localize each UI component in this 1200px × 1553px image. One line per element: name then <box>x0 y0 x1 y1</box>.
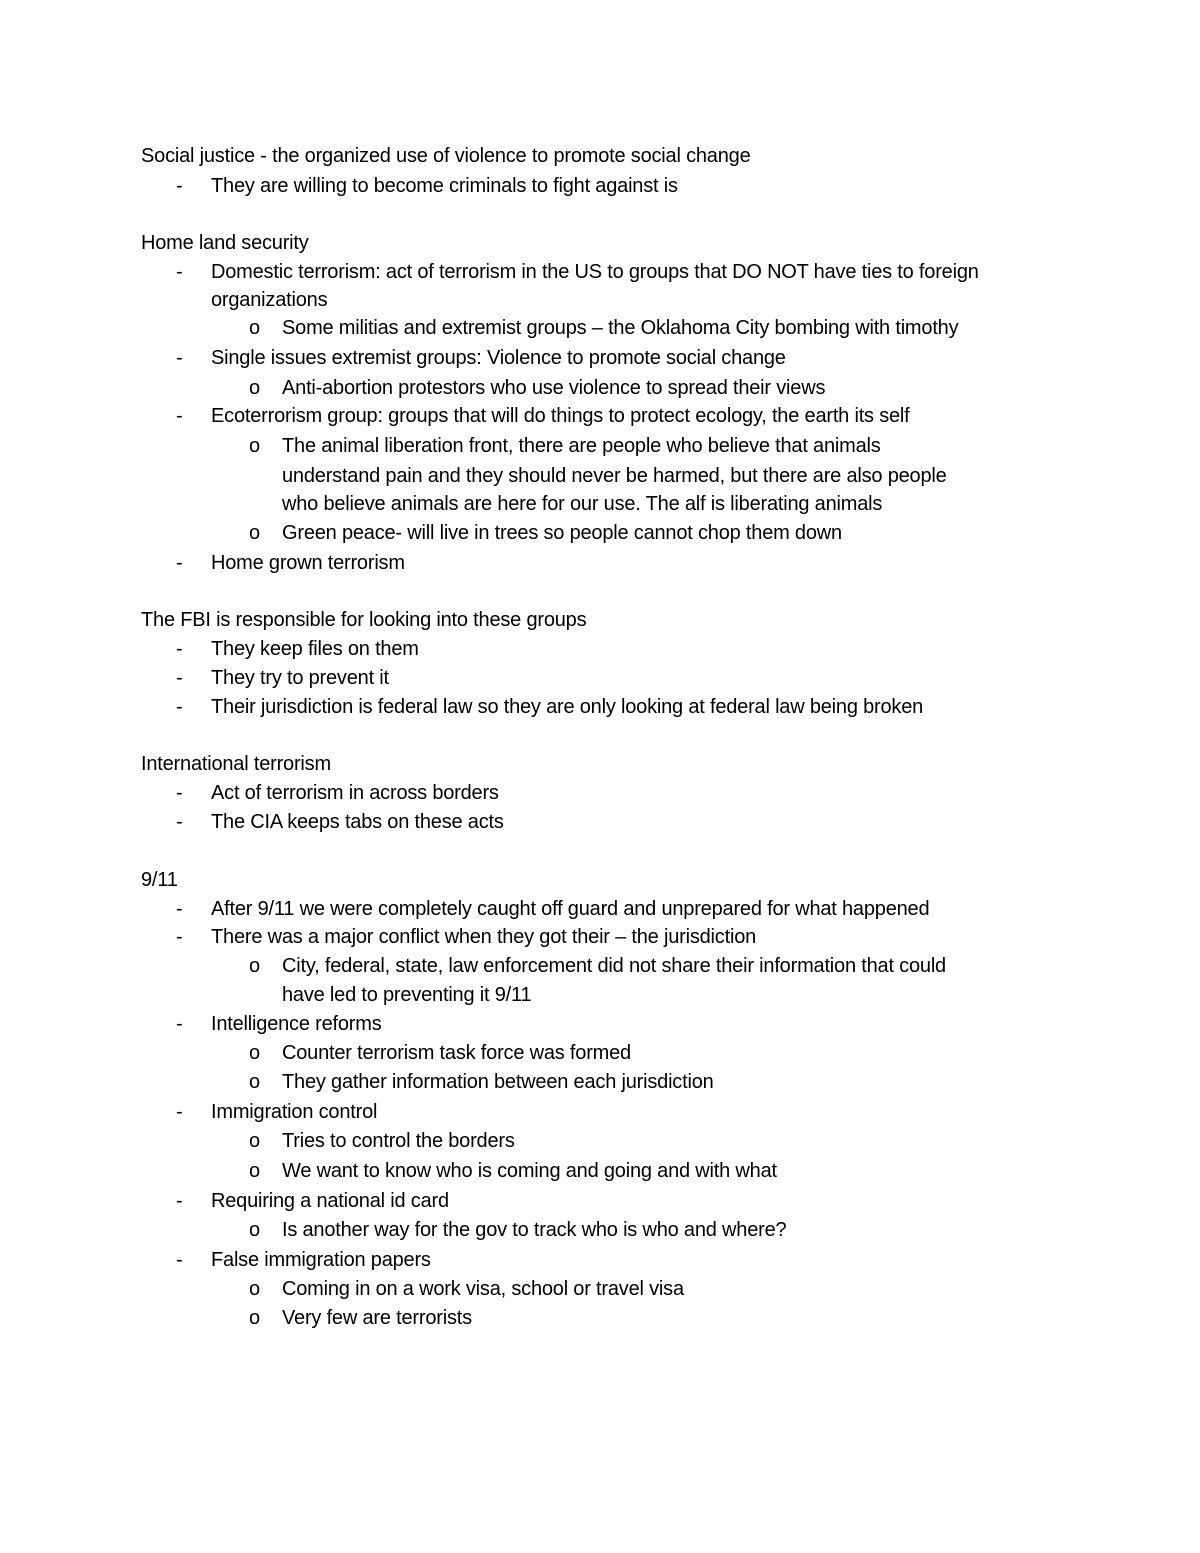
circle-bullet: o <box>249 377 261 399</box>
bullet-item: Act of terrorism in across borders <box>211 782 499 804</box>
sub-bullet-item: Green peace- will live in trees so people cannot chop them down <box>282 522 842 544</box>
bullet-item: After 9/11 we were completely caught off guard and unprepared for what happened <box>211 898 930 920</box>
bullet-item: Single issues extremist groups: Violence to promote social change <box>211 347 786 369</box>
circle-bullet: o <box>249 317 261 339</box>
bullet-item: Home grown terrorism <box>211 552 405 574</box>
dash-bullet: - <box>176 175 183 197</box>
sub-bullet-item: Some militias and extremist groups – the Oklahoma City bombing with timothy <box>282 317 959 339</box>
sub-bullet-item: The animal liberation front, there are people who believe that animals <box>282 435 881 457</box>
bullet-item: They are willing to become criminals to fight against is <box>211 175 678 197</box>
dash-bullet: - <box>176 405 183 427</box>
bullet-item: They keep files on them <box>211 638 419 660</box>
dash-bullet: - <box>176 898 183 920</box>
circle-bullet: o <box>249 1219 261 1241</box>
sub-bullet-item: Very few are terrorists <box>282 1307 472 1329</box>
section-heading: The FBI is responsible for looking into these groups <box>141 609 587 631</box>
sub-bullet-item: Is another way for the gov to track who is who and where? <box>282 1219 787 1241</box>
circle-bullet: o <box>249 1278 261 1300</box>
sub-bullet-item: Counter terrorism task force was formed <box>282 1042 631 1064</box>
dash-bullet: - <box>176 1249 183 1271</box>
bullet-item: Intelligence reforms <box>211 1013 382 1035</box>
section-heading: Social justice - the organized use of violence to promote social change <box>141 145 751 167</box>
dash-bullet: - <box>176 696 183 718</box>
sub-bullet-continuation: have led to preventing it 9/11 <box>282 984 532 1006</box>
dash-bullet: - <box>176 811 183 833</box>
dash-bullet: - <box>176 1101 183 1123</box>
sub-bullet-item: We want to know who is coming and going and with what <box>282 1160 777 1182</box>
dash-bullet: - <box>176 347 183 369</box>
circle-bullet: o <box>249 435 261 457</box>
sub-bullet-item: Anti-abortion protestors who use violence to spread their views <box>282 377 826 399</box>
bullet-item: The CIA keeps tabs on these acts <box>211 811 504 833</box>
dash-bullet: - <box>176 1190 183 1212</box>
dash-bullet: - <box>176 638 183 660</box>
dash-bullet: - <box>176 552 183 574</box>
dash-bullet: - <box>176 926 183 948</box>
sub-bullet-continuation: understand pain and they should never be harmed, but there are also people <box>282 465 947 487</box>
dash-bullet: - <box>176 1013 183 1035</box>
sub-bullet-item: Tries to control the borders <box>282 1130 515 1152</box>
sub-bullet-item: Coming in on a work visa, school or travel visa <box>282 1278 684 1300</box>
bullet-item-continuation: organizations <box>211 289 328 311</box>
dash-bullet: - <box>176 782 183 804</box>
circle-bullet: o <box>249 1307 261 1329</box>
section-heading: 9/11 <box>141 869 178 891</box>
bullet-item: Requiring a national id card <box>211 1190 449 1212</box>
bullet-item: They try to prevent it <box>211 667 389 689</box>
bullet-item: Their jurisdiction is federal law so they are only looking at federal law being broken <box>211 696 924 718</box>
circle-bullet: o <box>249 1130 261 1152</box>
bullet-item: Ecoterrorism group: groups that will do things to protect ecology, the earth its self <box>211 405 910 427</box>
sub-bullet-item: City, federal, state, law enforcement did not share their information that could <box>282 955 946 977</box>
circle-bullet: o <box>249 522 261 544</box>
dash-bullet: - <box>176 667 183 689</box>
bullet-item: False immigration papers <box>211 1249 431 1271</box>
bullet-item: Immigration control <box>211 1101 378 1123</box>
sub-bullet-continuation: who believe animals are here for our use. The alf is liberating animals <box>282 493 883 515</box>
circle-bullet: o <box>249 1071 261 1093</box>
section-heading: International terrorism <box>141 753 331 775</box>
bullet-item: There was a major conflict when they got their – the jurisdiction <box>211 926 757 948</box>
bullet-item: Domestic terrorism: act of terrorism in the US to groups that DO NOT have ties to foreign <box>211 261 979 283</box>
circle-bullet: o <box>249 1160 261 1182</box>
circle-bullet: o <box>249 955 261 977</box>
sub-bullet-item: They gather information between each jurisdiction <box>282 1071 714 1093</box>
circle-bullet: o <box>249 1042 261 1064</box>
section-heading: Home land security <box>141 232 309 254</box>
dash-bullet: - <box>176 261 183 283</box>
